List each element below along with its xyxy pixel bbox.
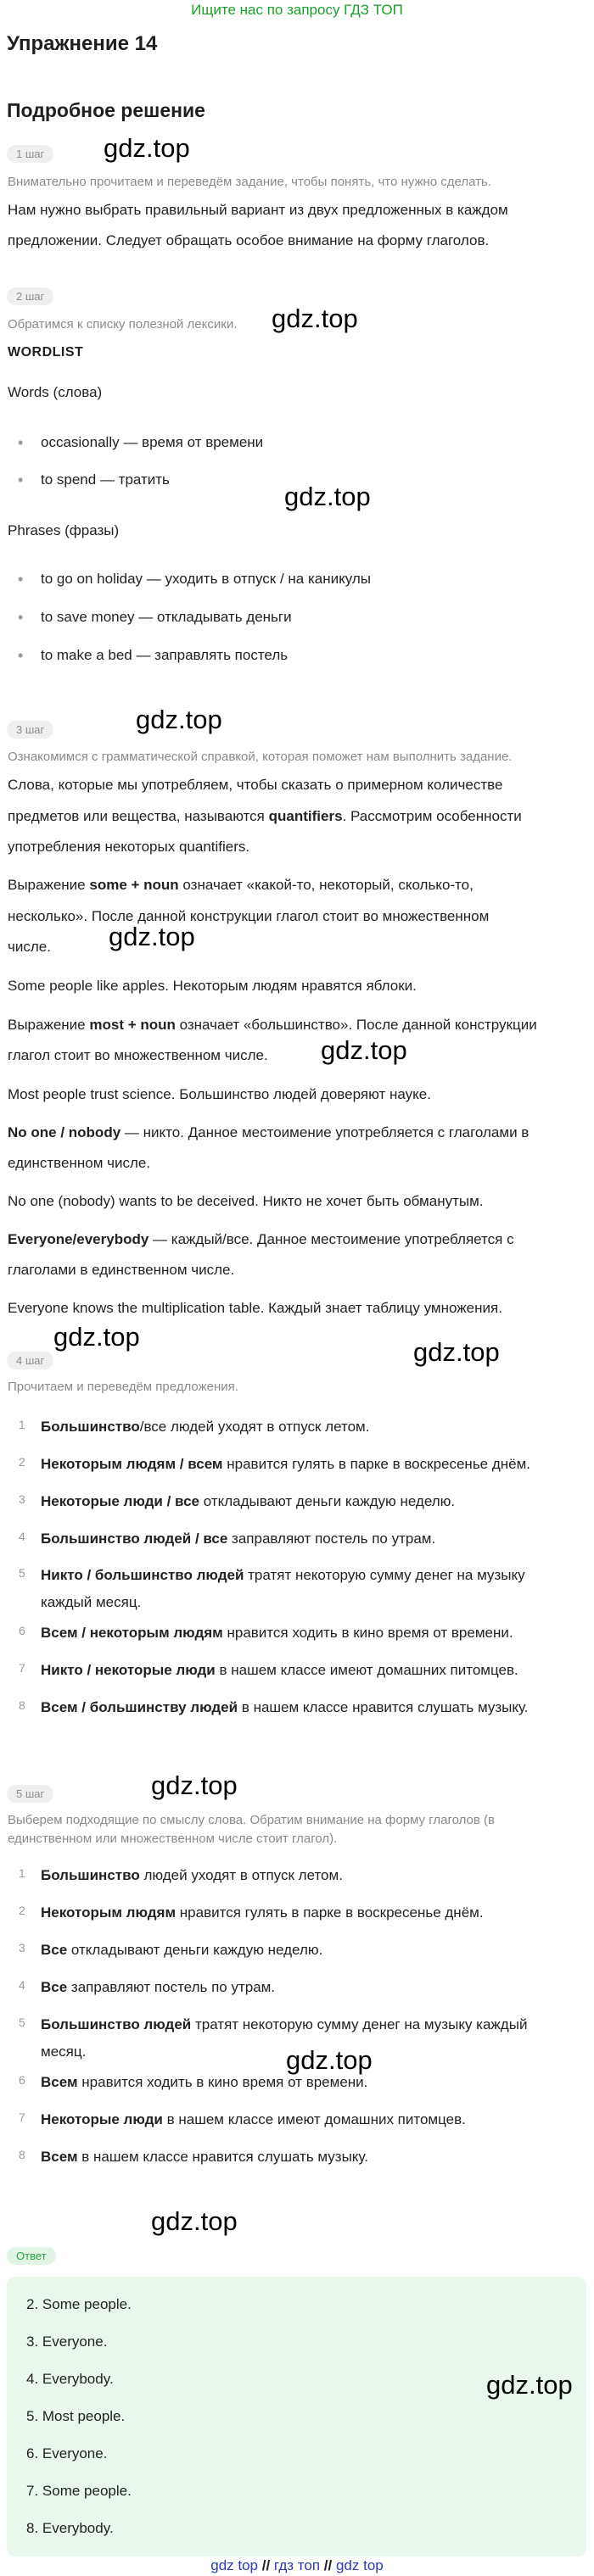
watermark: gdz.top [104, 133, 190, 163]
word-item: to spend — тратить [41, 471, 170, 488]
footer-link[interactable]: gdz top [210, 2557, 259, 2573]
top-search-hint[interactable]: Ищите нас по запросу ГДЗ ТОП [191, 2, 403, 18]
step-badge-3: 3 шаг [7, 721, 53, 739]
list-item: Всем / большинству людей в нашем классе нравится слушать музыку. [41, 1699, 529, 1715]
example-text: Everyone knows the multiplication table. Каждый знает таблицу умножения. [8, 1300, 502, 1316]
list-item: Некоторые люди / все откладывают деньги каждую неделю. [41, 1493, 456, 1509]
answer-item: 6. Everyone. [26, 2445, 108, 2462]
rule-most: Выражение most + noun означает «большинство». После данной конструкции [8, 1017, 537, 1033]
list-item: Некоторым людям нравится гулять в парке в воскресенье днём. [41, 1904, 484, 1921]
list-item: Все заправляют постель по утрам. [41, 1979, 276, 1995]
list-number: 6 [19, 1624, 25, 1637]
list-number: 6 [19, 2073, 25, 2087]
list-item: Большинство людей / все заправляют постель по утрам. [41, 1531, 436, 1547]
answer-item: 7. Some people. [26, 2483, 132, 2499]
list-item: Всем / некоторым людям нравится ходить в кино время от времени. [41, 1625, 513, 1641]
watermark: gdz.top [109, 922, 195, 951]
list-number: 4 [19, 1978, 25, 1992]
list-item: Никто / большинство людей тратят некоторую сумму денег на музыку [41, 1567, 525, 1583]
step4-lead: Прочитаем и переведём предложения. [8, 1380, 238, 1394]
list-item-continuation: каждый месяц. [41, 1594, 142, 1610]
list-item: Все откладывают деньги каждую неделю. [41, 1942, 323, 1958]
step1-text-line2: предложении. Следует обращать особое внимание на форму глаголов. [8, 232, 490, 248]
step5-lead: Выберем подходящие по смыслу слова. Обратим внимание на форму глаголов (в [8, 1813, 495, 1827]
answer-item: 3. Everyone. [26, 2333, 108, 2350]
list-number: 2 [19, 1455, 25, 1469]
list-number: 3 [19, 1941, 25, 1954]
rule-most: глагол стоит во множественном числе. [8, 1047, 268, 1063]
rule-everyone: глаголами в единственном числе. [8, 1262, 235, 1278]
list-number: 5 [19, 1566, 25, 1580]
footer-link[interactable]: гдз топ [273, 2557, 321, 2573]
step3-lead: Ознакомимся с грамматической справкой, которая поможет нам выполнить задание. [8, 750, 513, 764]
wordlist-heading: WORDLIST [8, 345, 84, 360]
list-number: 5 [19, 2016, 25, 2029]
list-item: Большинство людей тратят некоторую сумму денег на музыку каждый [41, 2016, 528, 2032]
phrase-item: to make a bed — заправлять постель [41, 647, 289, 663]
term-quantifiers: quantifiers [268, 808, 343, 824]
answer-item: 5. Most people. [26, 2408, 126, 2424]
list-item: Некоторым людям / всем нравится гулять в парке в воскресенье днём. [41, 1456, 531, 1472]
list-number: 4 [19, 1530, 25, 1543]
answer-item: 4. Everybody. [26, 2371, 114, 2387]
watermark: gdz.top [151, 2206, 238, 2236]
phrase-item: to save money — откладывать деньги [41, 609, 292, 625]
step1-lead: Внимательно прочитаем и переведём задание, чтобы понять, что нужно сделать. [8, 175, 491, 189]
step5-lead: единственном или множественном числе стоит глагол). [8, 1832, 338, 1846]
step3-text: Слова, которые мы употребляем, чтобы сказать о примерном количестве [8, 777, 503, 793]
rule-some: несколько». После данной конструкции глагол стоит во множественном [8, 908, 490, 924]
answer-item: 8. Everybody. [26, 2520, 114, 2536]
rule-some: Выражение some + noun означает «какой-то, некоторый, сколько-то, [8, 877, 474, 893]
bullet: • [18, 647, 24, 664]
word-item: occasionally — время от времени [41, 434, 264, 450]
footer-links: gdz top // гдз топ // gdz top [210, 2557, 384, 2573]
phrase-item: to go on holiday — уходить в отпуск / на каникулы [41, 571, 372, 587]
step-badge-4: 4 шаг [7, 1352, 53, 1369]
list-number: 8 [19, 2148, 25, 2161]
list-item-continuation: месяц. [41, 2044, 87, 2060]
rule-everyone: Everyone/everybody — каждый/все. Данное местоимение употребляется с [8, 1231, 514, 1247]
example-text: Most people trust science. Большинство людей доверяют науке. [8, 1086, 431, 1102]
step3-text: употребления некоторых quantifiers. [8, 839, 250, 855]
step-badge-2: 2 шаг [7, 287, 53, 305]
answer-badge: Ответ [7, 2247, 56, 2265]
page-title: Упражнение 14 [7, 32, 158, 55]
bullet: • [18, 571, 24, 588]
list-number: 1 [19, 1418, 25, 1431]
watermark: gdz.top [151, 1770, 238, 1800]
list-item: Всем в нашем классе нравится слушать музыку. [41, 2149, 368, 2165]
footer-link[interactable]: gdz top [335, 2557, 384, 2573]
list-number: 8 [19, 1698, 25, 1712]
list-item: Некоторые люди в нашем классе имеют домашних питомцев. [41, 2111, 466, 2127]
rule-some: числе. [8, 939, 51, 955]
list-number: 1 [19, 1866, 25, 1880]
list-item: Большинство/все людей уходят в отпуск летом. [41, 1419, 370, 1435]
step2-lead: Обратимся к списку полезной лексики. [8, 317, 238, 332]
answer-item: 2. Some people. [26, 2296, 132, 2312]
bullet: • [18, 609, 24, 626]
list-item: Большинство людей уходят в отпуск летом. [41, 1867, 343, 1883]
bullet: • [18, 434, 24, 451]
list-item: Всем нравится ходить в кино время от времени. [41, 2074, 368, 2090]
list-number: 7 [19, 2110, 25, 2124]
watermark: gdz.top [321, 1035, 407, 1065]
example-text: Some people like apples. Некоторым людям нравятся яблоки. [8, 978, 417, 994]
words-heading: Words (слова) [8, 384, 103, 400]
bullet: • [18, 471, 24, 488]
watermark: gdz.top [286, 2045, 373, 2075]
watermark: gdz.top [272, 304, 358, 333]
step3-text: предметов или вещества, называются quantifiers. Рассмотрим особенности [8, 808, 522, 824]
watermark: gdz.top [53, 1322, 140, 1352]
list-number: 2 [19, 1904, 25, 1917]
watermark: gdz.top [136, 705, 222, 734]
step1-text-line1: Нам нужно выбрать правильный вариант из двух предложенных в каждом [8, 202, 508, 218]
rule-no-one: No one / nobody — никто. Данное местоимение употребляется с глаголами в [8, 1124, 530, 1140]
list-number: 3 [19, 1492, 25, 1506]
solution-heading: Подробное решение [7, 99, 205, 121]
list-number: 7 [19, 1661, 25, 1675]
phrases-heading: Phrases (фразы) [8, 522, 120, 538]
watermark: gdz.top [284, 482, 371, 511]
watermark: gdz.top [413, 1337, 500, 1367]
step-badge-1: 1 шаг [7, 145, 53, 163]
rule-no-one: единственном числе. [8, 1155, 151, 1171]
step-badge-5: 5 шаг [7, 1785, 53, 1803]
watermark: gdz.top [486, 2370, 573, 2400]
list-item: Никто / некоторые люди в нашем классе имеют домашних питомцев. [41, 1662, 518, 1678]
example-text: No one (nobody) wants to be deceived. Никто не хочет быть обманутым. [8, 1193, 484, 1209]
